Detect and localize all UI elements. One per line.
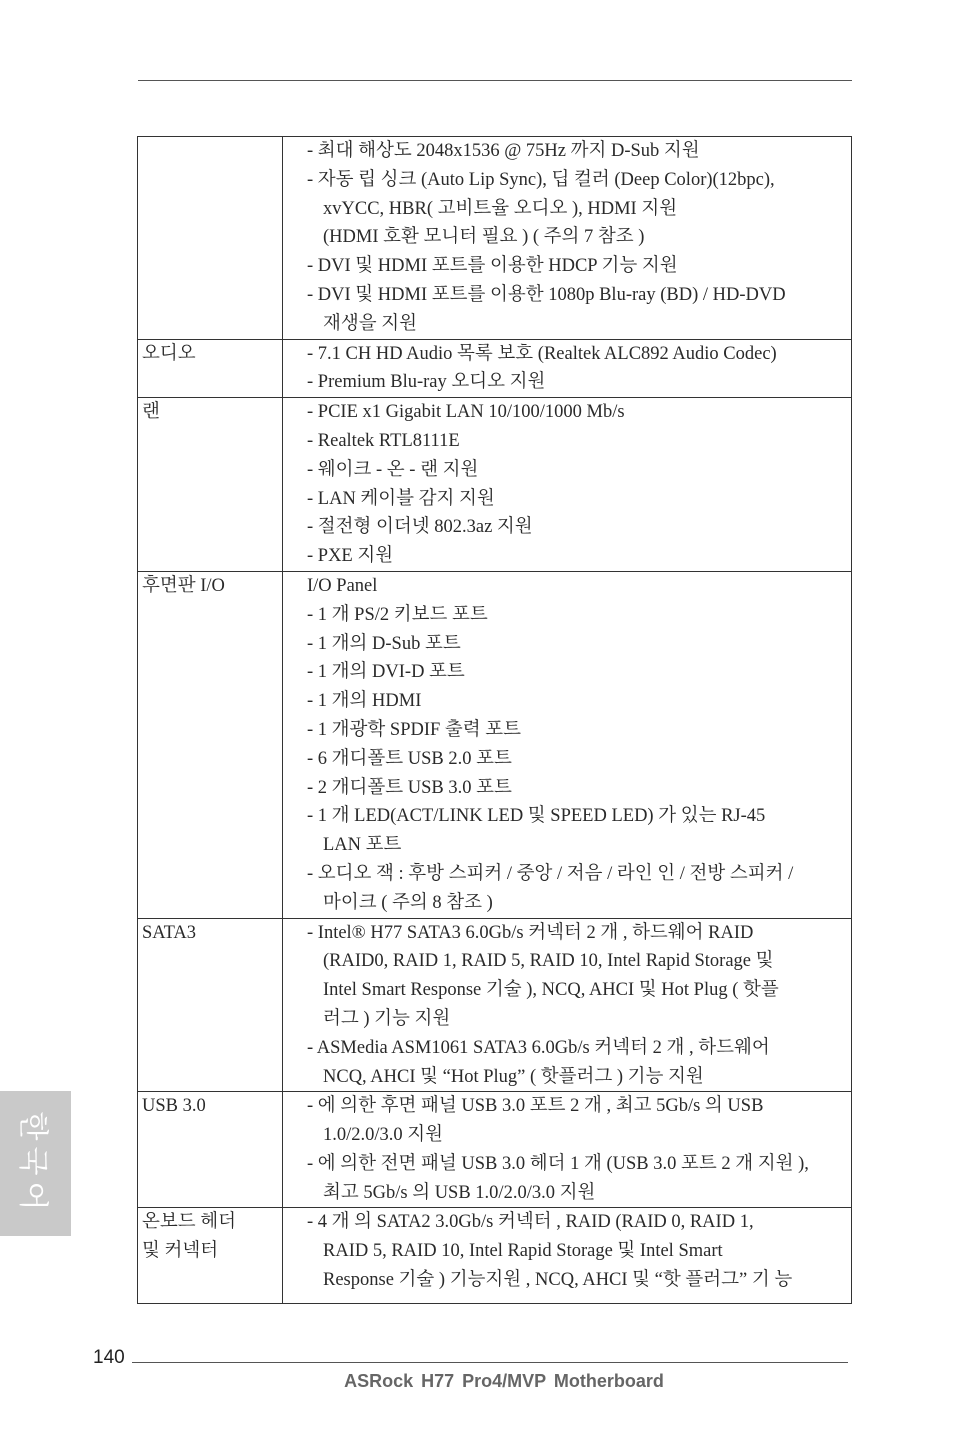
spec-line: - ASMedia ASM1061 SATA3 6.0Gb/s 커넥터 2 개 , 하드웨어 <box>307 1037 770 1058</box>
spec-row <box>138 398 852 572</box>
spec-line: Intel Smart Response 기술 ), NCQ, AHCI 및 Hot Plug ( 핫플 <box>323 980 779 1001</box>
spec-label: 및 커넥터 <box>142 1241 219 1262</box>
spec-label-cell <box>138 1092 283 1208</box>
spec-line: - 절전형 이더넷 802.3az 지원 <box>307 517 533 538</box>
side-language-label: 한국어 <box>14 1111 50 1216</box>
spec-line: Response 기술 ) 기능지원 , NCQ, AHCI 및 “핫 플러그” 기 능 <box>323 1270 793 1291</box>
spec-content-cell <box>283 571 852 918</box>
spec-line: 러그 ) 기능 지원 <box>323 1008 451 1029</box>
spec-label: 후면판 I/O <box>142 575 225 596</box>
spec-line: - PXE 지원 <box>307 546 394 567</box>
spec-line: 최고 5Gb/s 의 USB 1.0/2.0/3.0 지원 <box>323 1182 596 1203</box>
side-language-tab <box>0 1091 71 1236</box>
spec-label: USB 3.0 <box>142 1096 206 1117</box>
spec-line: (RAID0, RAID 1, RAID 5, RAID 10, Intel Rapid Storage 및 <box>323 951 774 972</box>
spec-label-cell <box>138 339 283 398</box>
spec-label-cell <box>138 1208 283 1303</box>
spec-row <box>138 1208 852 1303</box>
spec-line: - 1 개 LED(ACT/LINK LED 및 SPEED LED) 가 있는 RJ-45 <box>307 806 766 827</box>
spec-line: - PCIE x1 Gigabit LAN 10/100/1000 Mb/s <box>307 402 625 423</box>
spec-row <box>138 339 852 398</box>
spec-line: - LAN 케이블 감지 지원 <box>307 488 495 509</box>
spec-line: - 6 개디폴트 USB 2.0 포트 <box>307 748 512 769</box>
page-number: 140 <box>93 1347 125 1368</box>
spec-label-cell <box>138 137 283 340</box>
spec-line: - 1 개의 HDMI <box>307 691 422 712</box>
spec-label-cell <box>138 571 283 918</box>
spec-content-cell <box>283 1092 852 1208</box>
spec-row <box>138 918 852 1092</box>
top-rule <box>138 80 852 81</box>
spec-label-cell <box>138 398 283 572</box>
spec-line: - Realtek RTL8111E <box>307 430 460 451</box>
spec-content-cell <box>283 398 852 572</box>
spec-label: 오디오 <box>142 343 196 364</box>
spec-line: - 에 의한 후면 패널 USB 3.0 포트 2 개 , 최고 5Gb/s 의 USB <box>307 1096 764 1117</box>
spec-line: - 1 개광학 SPDIF 출력 포트 <box>307 719 522 740</box>
spec-line: 마이크 ( 주의 8 참조 ) <box>323 892 493 913</box>
spec-content-cell <box>283 1208 852 1303</box>
spec-table <box>137 136 852 1304</box>
spec-label: 온보드 헤더 <box>142 1212 236 1233</box>
spec-line: (HDMI 호환 모니터 필요 ) ( 주의 7 참조 ) <box>323 227 645 248</box>
spec-line: I/O Panel <box>307 575 378 596</box>
spec-content-cell <box>283 339 852 398</box>
spec-row <box>138 1092 852 1208</box>
spec-row <box>138 571 852 918</box>
spec-line: - Premium Blu-ray 오디오 지원 <box>307 372 546 393</box>
spec-row <box>138 137 852 340</box>
bottom-rule <box>132 1362 848 1363</box>
spec-line: xvYCC, HBR( 고비트율 오디오 ), HDMI 지원 <box>323 198 678 219</box>
spec-line: NCQ, AHCI 및 “Hot Plug” ( 핫플러그 ) 기능 지원 <box>323 1066 704 1087</box>
spec-content-cell <box>283 918 852 1092</box>
spec-line: - 2 개디폴트 USB 3.0 포트 <box>307 777 512 798</box>
spec-line: - 최대 해상도 2048x1536 @ 75Hz 까지 D-Sub 지원 <box>307 141 700 161</box>
spec-line: - DVI 및 HDMI 포트를 이용한 1080p Blu-ray (BD) / HD-DVD <box>307 284 786 305</box>
spec-line: - Intel® H77 SATA3 6.0Gb/s 커넥터 2 개 , 하드웨어 RAID <box>307 922 754 943</box>
spec-line: - 오디오 잭 : 후방 스피커 / 중앙 / 저음 / 라인 인 / 전방 스피커 / <box>307 863 794 884</box>
spec-line: LAN 포트 <box>323 835 402 856</box>
spec-content-cell <box>283 137 852 340</box>
spec-line: RAID 5, RAID 10, Intel Rapid Storage 및 Intel Smart <box>323 1241 723 1262</box>
spec-label: 랜 <box>142 402 160 423</box>
spec-line: 1.0/2.0/3.0 지원 <box>323 1125 444 1146</box>
spec-line: - 웨이크 - 온 - 랜 지원 <box>307 459 479 480</box>
footer-title: ASRock H77 Pro4/MVP Motherboard <box>344 1371 664 1391</box>
spec-line: - 1 개 PS/2 키보드 포트 <box>307 604 488 625</box>
spec-line: 재생을 지원 <box>323 313 417 334</box>
spec-line: - 1 개의 DVI-D 포트 <box>307 662 465 683</box>
spec-table-body <box>138 137 852 1304</box>
spec-line: - 7.1 CH HD Audio 목록 보호 (Realtek ALC892 Audio Codec) <box>307 343 777 364</box>
spec-line: - 4 개 의 SATA2 3.0Gb/s 커넥터 , RAID (RAID 0, RAID 1, <box>307 1212 754 1233</box>
spec-line: - DVI 및 HDMI 포트를 이용한 HDCP 기능 지원 <box>307 256 678 277</box>
spec-line: - 1 개의 D-Sub 포트 <box>307 633 461 654</box>
spec-line: - 에 의한 전면 패널 USB 3.0 헤더 1 개 (USB 3.0 포트 2 개 지원 ), <box>307 1153 809 1174</box>
spec-label-cell <box>138 918 283 1092</box>
spec-label: SATA3 <box>142 922 197 943</box>
spec-line: - 자동 립 싱크 (Auto Lip Sync), 딥 컬러 (Deep Color)(12bpc), <box>307 169 775 190</box>
